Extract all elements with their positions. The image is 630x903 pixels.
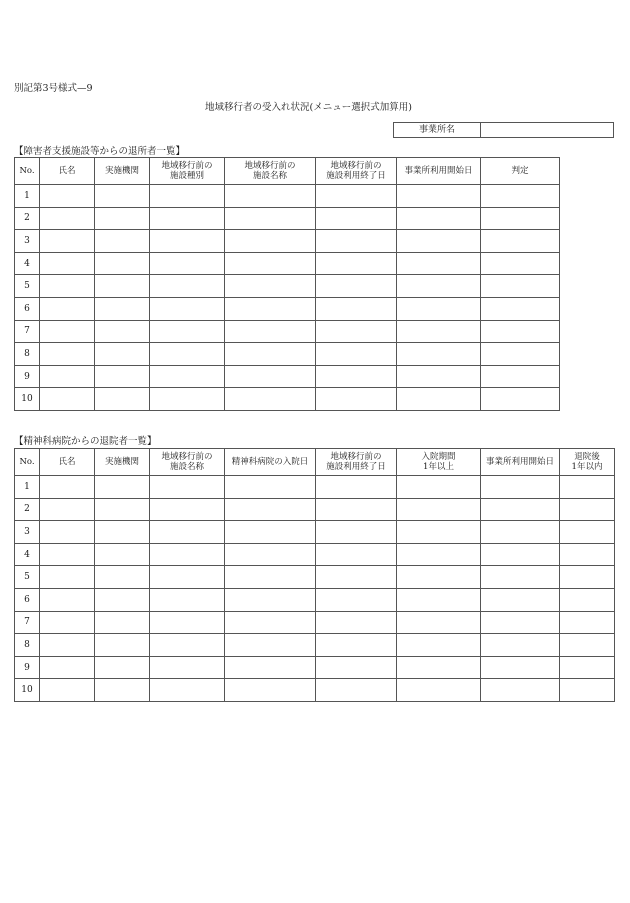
- row-number: 9: [15, 365, 40, 388]
- table-cell[interactable]: [95, 566, 150, 589]
- table-cell[interactable]: [225, 320, 316, 343]
- table-cell[interactable]: [316, 521, 397, 544]
- table-cell[interactable]: [316, 207, 397, 230]
- table-cell[interactable]: [397, 679, 481, 702]
- table-cell[interactable]: [397, 320, 481, 343]
- table-cell[interactable]: [316, 297, 397, 320]
- table-cell[interactable]: [95, 320, 150, 343]
- row-number: 5: [15, 275, 40, 298]
- column-header: [397, 449, 481, 476]
- column-header-line1: 地域移行前の: [330, 161, 382, 171]
- column-header-line2: 施設名称: [252, 171, 287, 181]
- column-header-line1: No.: [19, 166, 35, 176]
- row-number: 3: [15, 230, 40, 253]
- table-cell[interactable]: [40, 320, 95, 343]
- table-cell[interactable]: [481, 588, 560, 611]
- table-row: [15, 588, 615, 611]
- column-header: [150, 158, 225, 185]
- table-cell[interactable]: [225, 185, 316, 208]
- table-cell[interactable]: [560, 588, 615, 611]
- table-row: [15, 252, 560, 275]
- column-header: [225, 449, 316, 476]
- table-cell[interactable]: [225, 656, 316, 679]
- table-cell[interactable]: [225, 252, 316, 275]
- table-cell[interactable]: [316, 476, 397, 499]
- table-cell[interactable]: [397, 543, 481, 566]
- column-header-line1: 地域移行前の: [244, 161, 296, 171]
- table-cell[interactable]: [150, 611, 225, 634]
- table-cell[interactable]: [150, 543, 225, 566]
- table-cell[interactable]: [150, 297, 225, 320]
- row-number: 8: [15, 343, 40, 366]
- column-header-line1: 事業所利用開始日: [404, 166, 473, 176]
- table-cell[interactable]: [397, 476, 481, 499]
- table-cell[interactable]: [481, 275, 560, 298]
- table-cell[interactable]: [40, 634, 95, 657]
- table-cell[interactable]: [481, 297, 560, 320]
- column-header: [560, 449, 615, 476]
- table-cell[interactable]: [95, 207, 150, 230]
- column-header: [40, 449, 95, 476]
- table-cell[interactable]: [225, 275, 316, 298]
- table-row: [15, 275, 560, 298]
- table-cell[interactable]: [397, 566, 481, 589]
- column-header-line2: 施設利用終了日: [326, 462, 386, 472]
- table-row: [15, 566, 615, 589]
- row-number: 9: [15, 656, 40, 679]
- table-cell[interactable]: [150, 521, 225, 544]
- table-cell[interactable]: [316, 566, 397, 589]
- row-number: 3: [15, 521, 40, 544]
- table-row: [15, 365, 560, 388]
- table-cell[interactable]: [150, 275, 225, 298]
- table-cell[interactable]: [481, 521, 560, 544]
- table-cell[interactable]: [560, 566, 615, 589]
- table-cell[interactable]: [40, 207, 95, 230]
- table-cell[interactable]: [481, 252, 560, 275]
- table-cell[interactable]: [481, 230, 560, 253]
- table-row: [15, 207, 560, 230]
- table-cell[interactable]: [316, 634, 397, 657]
- column-header-line1: No.: [19, 457, 35, 467]
- column-header: [397, 158, 481, 185]
- table-cell[interactable]: [316, 252, 397, 275]
- table-cell[interactable]: [316, 388, 397, 411]
- table-cell[interactable]: [316, 588, 397, 611]
- table-cell[interactable]: [316, 320, 397, 343]
- table-cell[interactable]: [40, 476, 95, 499]
- column-header-line2: 施設種別: [169, 171, 204, 181]
- row-number: 1: [15, 185, 40, 208]
- table-row: [15, 543, 615, 566]
- table-cell[interactable]: [95, 230, 150, 253]
- table-cell[interactable]: [397, 588, 481, 611]
- table-cell[interactable]: [95, 543, 150, 566]
- table-cell[interactable]: [150, 230, 225, 253]
- table-cell[interactable]: [225, 566, 316, 589]
- table-row: [15, 611, 615, 634]
- table-cell[interactable]: [95, 275, 150, 298]
- table-cell[interactable]: [225, 365, 316, 388]
- row-number: 1: [15, 476, 40, 499]
- office-name-box: [393, 122, 614, 138]
- table-cell[interactable]: [560, 476, 615, 499]
- table-cell[interactable]: [316, 611, 397, 634]
- table-row: [15, 679, 615, 702]
- row-number: 2: [15, 207, 40, 230]
- table-cell[interactable]: [481, 207, 560, 230]
- table-cell[interactable]: [95, 388, 150, 411]
- table-row: [15, 498, 615, 521]
- table-row: [15, 521, 615, 544]
- table-cell[interactable]: [397, 275, 481, 298]
- table-cell[interactable]: [225, 634, 316, 657]
- column-header-line1: 判定: [511, 166, 529, 176]
- column-header: [481, 449, 560, 476]
- table-cell[interactable]: [316, 275, 397, 298]
- table-cell[interactable]: [225, 476, 316, 499]
- table-cell[interactable]: [150, 634, 225, 657]
- table-cell[interactable]: [95, 185, 150, 208]
- column-header-line1: 事業所利用開始日: [485, 457, 554, 467]
- office-name-label: 事業所名: [394, 123, 481, 137]
- table-row: [15, 343, 560, 366]
- table-cell[interactable]: [481, 498, 560, 521]
- table-cell[interactable]: [397, 634, 481, 657]
- table-cell[interactable]: [95, 521, 150, 544]
- column-header-line1: 地域移行前の: [161, 161, 213, 171]
- table-cell[interactable]: [560, 679, 615, 702]
- table-cell[interactable]: [40, 543, 95, 566]
- row-number: 7: [15, 320, 40, 343]
- row-number: 2: [15, 498, 40, 521]
- table-cell[interactable]: [316, 230, 397, 253]
- table-cell[interactable]: [316, 679, 397, 702]
- table-cell[interactable]: [397, 498, 481, 521]
- column-header: [95, 449, 150, 476]
- row-number: 4: [15, 252, 40, 275]
- column-header-line1: 氏名: [58, 457, 76, 467]
- table-cell[interactable]: [95, 588, 150, 611]
- section2-title: 【精神科病院からの退院者一覧】: [14, 436, 157, 447]
- table-cell[interactable]: [560, 611, 615, 634]
- row-number: 6: [15, 297, 40, 320]
- table-cell[interactable]: [481, 543, 560, 566]
- row-number: 10: [15, 679, 40, 702]
- table-cell[interactable]: [95, 252, 150, 275]
- column-header: [225, 158, 316, 185]
- table-cell[interactable]: [397, 252, 481, 275]
- column-header: [316, 158, 397, 185]
- document-title: 地域移行者の受入れ状況(メニュー選択式加算用): [205, 102, 412, 113]
- column-header-line2: 施設名称: [169, 462, 204, 472]
- table-cell[interactable]: [397, 343, 481, 366]
- table-cell[interactable]: [95, 611, 150, 634]
- column-header: [95, 158, 150, 185]
- table-cell[interactable]: [150, 656, 225, 679]
- table-cell[interactable]: [316, 185, 397, 208]
- table-cell[interactable]: [316, 498, 397, 521]
- table-cell[interactable]: [481, 343, 560, 366]
- table-cell[interactable]: [40, 498, 95, 521]
- header-row: [15, 158, 560, 185]
- table-cell[interactable]: [95, 634, 150, 657]
- table-cell[interactable]: [397, 365, 481, 388]
- table-cell[interactable]: [225, 588, 316, 611]
- table-cell[interactable]: [560, 634, 615, 657]
- table-cell[interactable]: [95, 365, 150, 388]
- office-name-field[interactable]: [481, 123, 613, 137]
- table-cell[interactable]: [225, 521, 316, 544]
- column-header-line1: 退院後: [574, 452, 600, 462]
- table-cell[interactable]: [481, 476, 560, 499]
- table-cell[interactable]: [150, 498, 225, 521]
- table-cell[interactable]: [95, 343, 150, 366]
- table-cell[interactable]: [95, 656, 150, 679]
- table-cell[interactable]: [40, 275, 95, 298]
- table-cell[interactable]: [481, 185, 560, 208]
- table-cell[interactable]: [560, 656, 615, 679]
- table-cell[interactable]: [40, 679, 95, 702]
- table-cell[interactable]: [397, 207, 481, 230]
- table-cell[interactable]: [40, 656, 95, 679]
- column-header-line2: 1年以上: [423, 462, 454, 472]
- table-cell[interactable]: [150, 476, 225, 499]
- column-header: [15, 158, 40, 185]
- table-cell[interactable]: [150, 207, 225, 230]
- table-cell[interactable]: [481, 566, 560, 589]
- table-cell[interactable]: [40, 365, 95, 388]
- row-number: 8: [15, 634, 40, 657]
- column-header-line1: 地域移行前の: [161, 452, 213, 462]
- table-cell[interactable]: [150, 320, 225, 343]
- table-cell[interactable]: [40, 230, 95, 253]
- table-cell[interactable]: [40, 252, 95, 275]
- table-cell[interactable]: [95, 476, 150, 499]
- table-cell[interactable]: [397, 611, 481, 634]
- column-header-line1: 精神科病院の入院日: [231, 457, 309, 467]
- table-cell[interactable]: [150, 679, 225, 702]
- table-cell[interactable]: [40, 566, 95, 589]
- row-number: 7: [15, 611, 40, 634]
- table-row: [15, 230, 560, 253]
- table-cell[interactable]: [397, 297, 481, 320]
- table-cell[interactable]: [40, 343, 95, 366]
- table-cell[interactable]: [225, 343, 316, 366]
- form-id: 別記第3号様式—9: [14, 83, 93, 94]
- table-cell[interactable]: [40, 297, 95, 320]
- table-cell[interactable]: [397, 521, 481, 544]
- table-cell[interactable]: [150, 343, 225, 366]
- table-cell[interactable]: [225, 230, 316, 253]
- table-cell[interactable]: [481, 365, 560, 388]
- row-number: 4: [15, 543, 40, 566]
- table-cell[interactable]: [397, 656, 481, 679]
- table-cell[interactable]: [316, 343, 397, 366]
- table-cell[interactable]: [40, 521, 95, 544]
- table-cell[interactable]: [481, 611, 560, 634]
- table-cell[interactable]: [150, 566, 225, 589]
- column-header-line1: 地域移行前の: [330, 452, 382, 462]
- table-cell[interactable]: [150, 252, 225, 275]
- row-number: 10: [15, 388, 40, 411]
- table-cell[interactable]: [225, 297, 316, 320]
- column-header: [150, 449, 225, 476]
- hospital-discharge-table: [14, 448, 615, 702]
- table-cell[interactable]: [150, 388, 225, 411]
- column-header-line1: 氏名: [58, 166, 76, 176]
- table-cell[interactable]: [95, 297, 150, 320]
- table-row: [15, 388, 560, 411]
- table-cell[interactable]: [95, 498, 150, 521]
- table-cell[interactable]: [560, 521, 615, 544]
- column-header: [481, 158, 560, 185]
- table-cell[interactable]: [150, 185, 225, 208]
- table-row: [15, 297, 560, 320]
- table-cell[interactable]: [40, 185, 95, 208]
- row-number: 6: [15, 588, 40, 611]
- column-header-line2: 施設利用終了日: [326, 171, 386, 181]
- column-header-line1: 入院期間: [421, 452, 456, 462]
- table-cell[interactable]: [225, 679, 316, 702]
- table-cell[interactable]: [560, 498, 615, 521]
- column-header: [316, 449, 397, 476]
- table-cell[interactable]: [95, 679, 150, 702]
- table-cell[interactable]: [40, 611, 95, 634]
- column-header-line1: 実施機関: [104, 457, 139, 467]
- table-cell[interactable]: [40, 588, 95, 611]
- column-header-line2: 1年以内: [571, 462, 603, 472]
- column-header-line1: 実施機関: [104, 166, 139, 176]
- table-cell[interactable]: [560, 543, 615, 566]
- table-row: [15, 476, 615, 499]
- table-cell[interactable]: [481, 320, 560, 343]
- table-cell[interactable]: [481, 634, 560, 657]
- row-number: 5: [15, 566, 40, 589]
- table-cell[interactable]: [40, 388, 95, 411]
- table-cell[interactable]: [397, 230, 481, 253]
- table-row: [15, 656, 615, 679]
- column-header: [15, 449, 40, 476]
- table-cell[interactable]: [397, 388, 481, 411]
- table-row: [15, 185, 560, 208]
- table-cell[interactable]: [481, 679, 560, 702]
- table-cell[interactable]: [397, 185, 481, 208]
- table-cell[interactable]: [150, 588, 225, 611]
- table-cell[interactable]: [481, 388, 560, 411]
- header-row: [15, 449, 615, 476]
- table-cell[interactable]: [316, 656, 397, 679]
- table-cell[interactable]: [481, 656, 560, 679]
- table-cell[interactable]: [225, 207, 316, 230]
- table-cell[interactable]: [316, 543, 397, 566]
- facility-discharge-table: [14, 157, 560, 411]
- table-row: [15, 634, 615, 657]
- column-header: [40, 158, 95, 185]
- section1-title: 【障害者支援施設等からの退所者一覧】: [14, 146, 186, 157]
- table-cell[interactable]: [225, 388, 316, 411]
- table-cell[interactable]: [225, 543, 316, 566]
- table-row: [15, 320, 560, 343]
- table-cell[interactable]: [316, 365, 397, 388]
- table-cell[interactable]: [225, 611, 316, 634]
- table-cell[interactable]: [150, 365, 225, 388]
- table-cell[interactable]: [225, 498, 316, 521]
